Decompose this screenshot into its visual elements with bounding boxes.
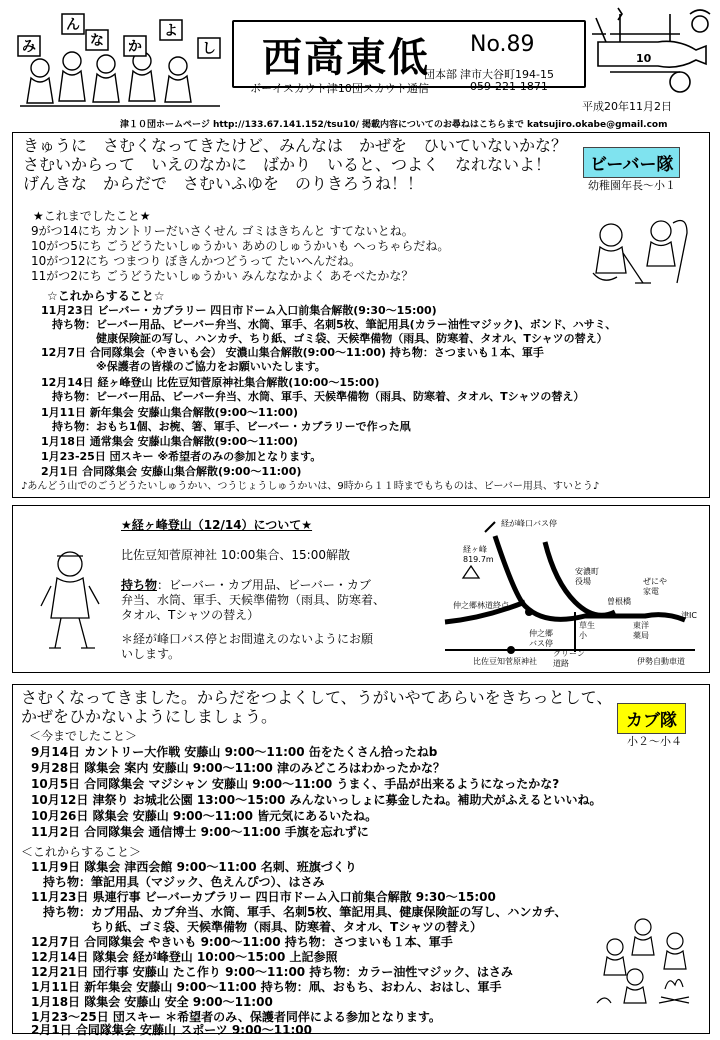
list-item: ちり紙、ゴミ袋、天候準備物（雨具、防寒着、タオル、Tシャツの替え）	[31, 920, 482, 934]
logo-letter: し	[202, 41, 216, 57]
hike-meet: 比佐豆知菅原神社 10:00集合、15:00解散	[121, 548, 350, 562]
plane-number: 10	[636, 52, 652, 65]
list-item: 1月18日 隊集会 安藤山 安全 9:00～11:00	[31, 995, 273, 1009]
list-item: 11月23日 ビーバー・カブラリー 四日市ドーム入口前集合解散(9:30～15:00)	[41, 304, 437, 317]
map-label: 草生	[579, 621, 595, 630]
map-label: 仲之郷林道終点	[453, 601, 509, 610]
logo-letter: み	[22, 39, 36, 55]
cub-badge: カブ隊	[617, 703, 686, 734]
beaver-future-heading: ☆これからすること☆	[47, 289, 165, 303]
list-item: 2月1日 合同隊集会 安藤山 スポーツ 9:00～11:00	[31, 1023, 312, 1037]
list-item: 持ち物：ビーバー用品、ビーバー弁当、水筒、軍手、名刺5枚、筆記用具(カラー油性マジック)、ボンド、ハサミ、	[41, 318, 617, 331]
list-item: 1月18日 通常集会 安藤山集合解散(9:00～11:00)	[41, 435, 299, 448]
list-item: 9がつ14にち カントリーだいさくせん ゴミはきちんと すてないとね。	[31, 224, 414, 238]
list-item: 12月21日 団行事 安藤山 たこ作り 9:00～11:00 持ち物：カラー油性マジック、はさみ	[31, 965, 513, 979]
cub-future-heading: ＜これからすること＞	[21, 845, 142, 859]
map-label: 経が峰口バス停	[501, 519, 557, 528]
list-item: 持ち物：ビーバー用品、ビーバー弁当、水筒、軍手、天候準備物（雨具、防寒着、タオル、Tシャツの替え）	[41, 390, 585, 403]
cub-intro-line: さむくなってきました。からだをつよくして、うがいやてあらいをきちっとして、	[21, 688, 613, 707]
list-item: 11月9日 隊集会 津西会館 9:00～11:00 名刺、班旗づくり	[31, 860, 357, 874]
campfire-kids-illustration	[595, 907, 703, 1011]
cub-done-heading: ＜今までしたこと＞	[29, 729, 138, 743]
issue-number: No.89	[470, 32, 535, 57]
hike-items	[121, 578, 391, 623]
logo-letter: な	[90, 33, 104, 49]
list-item: 10月5日 合同隊集会 マジシャン 安藤山 9:00～11:00 うまく、手品が出来るようになったかな?	[31, 777, 560, 791]
hike-note-line: いします。	[121, 647, 181, 661]
map-label: 曽根橋	[607, 597, 631, 606]
hiking-kid-illustration	[35, 546, 105, 656]
list-item: 12月14日 経ヶ峰登山 比佐豆知菅原神社集合解散(10:00～15:00)	[41, 376, 380, 389]
route-map	[435, 512, 705, 668]
list-item: 10がつ12にち つまつり ぼきんかつどうって たいへんだね。	[31, 254, 361, 268]
hike-section	[12, 505, 710, 673]
list-item: 10月26日 隊集会 安藤山 9:00～11:00 皆元気にあるいたね。	[31, 809, 378, 823]
list-item: 1月23～25日 団スキー ＊希望者のみ、保護者同伴による参加となります。	[31, 1010, 441, 1024]
beaver-done-heading: ★これまでしたこと★	[33, 209, 151, 223]
hike-items-line: 弁当、水筒、軍手、天候準備物（雨具、防寒着、	[121, 593, 386, 607]
logo-letter: よ	[164, 23, 178, 39]
map-label: 安濃町	[575, 567, 599, 576]
logo-letter: か	[128, 39, 142, 55]
hike-note-line: ＊経が峰口バス停とお間違えのないようにお願	[121, 632, 374, 646]
map-label: 仲之郷	[529, 629, 553, 638]
list-item: 9月14日 カントリー大作戦 安藤山 9:00～11:00 缶をたくさん拾ったねb	[31, 745, 438, 759]
hq-address: 津市大谷町194-15	[460, 68, 554, 81]
hike-title: ★経ヶ峰登山（12/14）について★	[121, 518, 313, 532]
hike-items-line: タオル、Tシャツの替え）	[121, 608, 260, 622]
list-item: ※保護者の皆様のご協力をお願いいたします。	[41, 360, 326, 373]
list-item: 持ち物：筆記用具（マジック、色えんぴつ）、はさみ	[31, 875, 325, 889]
list-item: 12月14日 隊集会 経が峰登山 10:00～15:00 上記参照	[31, 950, 338, 964]
map-label: バス停	[529, 639, 553, 648]
contact-line: 津１０団ホームページ http://133.67.141.152/tsu10/ 掲載内容についてのお尋ねはこちらまで katsujiro.okabe@gmail.com	[120, 120, 668, 130]
issue-date: 平成20年11月2日	[582, 100, 672, 113]
beaver-intro-line: さむいからって いえのなかに ばかり いると、つよく なれないよ！	[23, 155, 552, 174]
list-item: 12月7日 合同隊集会（やきいも会） 安濃山集合解散(9:00～11:00) 持ち物：さつまいも１本、軍手	[41, 346, 544, 359]
hq-label: 団本部	[424, 68, 457, 81]
airplane-illustration	[590, 4, 715, 96]
logo-letter: ん	[66, 17, 80, 33]
hike-items-line: ：ビーバー・カブ用品、ビーバー・カブ	[157, 578, 371, 592]
beaver-note: ♪あんどう山でのごうどうたいしゅうかい、つうじょうしゅうかいは、9時から１１時までもちものは、ビーバー用具、すいとう♪	[21, 481, 600, 492]
map-label: 819.7m	[463, 555, 494, 564]
map-label: 津IC	[681, 611, 697, 620]
list-item: 1月11日 新年集会 安藤山集合解散(9:00～11:00)	[41, 406, 299, 419]
list-item: 11月23日 県連行事 ビーバーカブラリー 四日市ドーム入口前集合解散 9:30～15:00	[31, 890, 496, 904]
hike-items-label: 持ち物	[121, 578, 158, 592]
map-label: 伊勢自動車道	[637, 657, 685, 666]
list-item: 11がつ2にち ごうどうたいしゅうかい みんななかよく あそべたかな？	[31, 269, 414, 283]
map-label: ぜにや	[643, 577, 667, 586]
masthead	[0, 0, 720, 130]
beaver-age: 幼稚園年長～小１	[588, 179, 676, 192]
map-label: グリーン	[553, 649, 585, 658]
map-label: 道路	[553, 659, 569, 668]
map-label: 役場	[575, 577, 591, 586]
beaver-section	[12, 132, 710, 498]
kids-logo-illustration	[10, 6, 225, 111]
list-item: 1月11日 新年集会 安藤山 9:00～11:00 持ち物：凧、おもち、おわん、おはし、軍手	[31, 980, 502, 994]
map-label: 家電	[643, 587, 659, 596]
map-label: 比佐豆知菅原神社	[473, 657, 537, 666]
map-label: 経ヶ峰	[463, 545, 487, 554]
list-item: 持ち物：おもち1個、お椀、箸、軍手、ビーバー・カブラリーで作った凧	[41, 420, 411, 433]
list-item: 健康保険証の写し、ハンカチ、ちり紙、ゴミ袋、天候準備物（雨具、防寒着、タオル、Tシャツの替え）	[41, 332, 608, 345]
cub-intro-line: かぜをひかないようにしましょう。	[21, 707, 278, 726]
list-item: 10がつ5にち ごうどうたいしゅうかい あめのしゅうかいも へっちゃらだね。	[31, 239, 450, 253]
cleaning-kids-illustration	[583, 213, 693, 293]
list-item: 10月12日 津祭り お城北公園 13:00～15:00 みんないっしょに募金したね。補助犬がふえるといいね。	[31, 793, 602, 807]
cub-age: 小２～小４	[627, 735, 682, 748]
list-item: 2月1日 合同隊集会 安藤山集合解散(9:00～11:00)	[41, 465, 302, 478]
newsletter-title: 西高東低	[262, 35, 430, 81]
list-item: 1月23-25日 団スキー ※希望者のみの参加となります。	[41, 450, 322, 463]
map-label: 小	[579, 631, 587, 640]
hq-phone: 059-221-1871	[470, 80, 548, 93]
newsletter-subtitle: ボーイスカウト津10団スカウト通信	[250, 82, 429, 95]
beaver-intro-line: げんきな からだで さむいふゆを のりきろうね！！	[23, 174, 424, 193]
beaver-intro-line: きゅうに さむくなってきたけど、みんなは かぜを ひいていないかな？	[23, 136, 568, 155]
list-item: 9月28日 隊集会 案内 安藤山 9:00～11:00 津のみどころはわかったかな？	[31, 761, 445, 775]
list-item: 11月2日 合同隊集会 通信博士 9:00～11:00 手旗を忘れずに	[31, 825, 369, 839]
map-label: 東洋	[633, 621, 649, 630]
list-item: 12月7日 合同隊集会 やきいも 9:00～11:00 持ち物：さつまいも１本、軍手	[31, 935, 453, 949]
list-item: 持ち物：カブ用品、カブ弁当、水筒、軍手、名刺5枚、筆記用具、健康保険証の写し、ハンカチ、	[31, 905, 567, 919]
map-label: 薬局	[633, 631, 649, 640]
beaver-badge: ビーバー隊	[583, 147, 680, 178]
cub-section	[12, 684, 710, 1037]
